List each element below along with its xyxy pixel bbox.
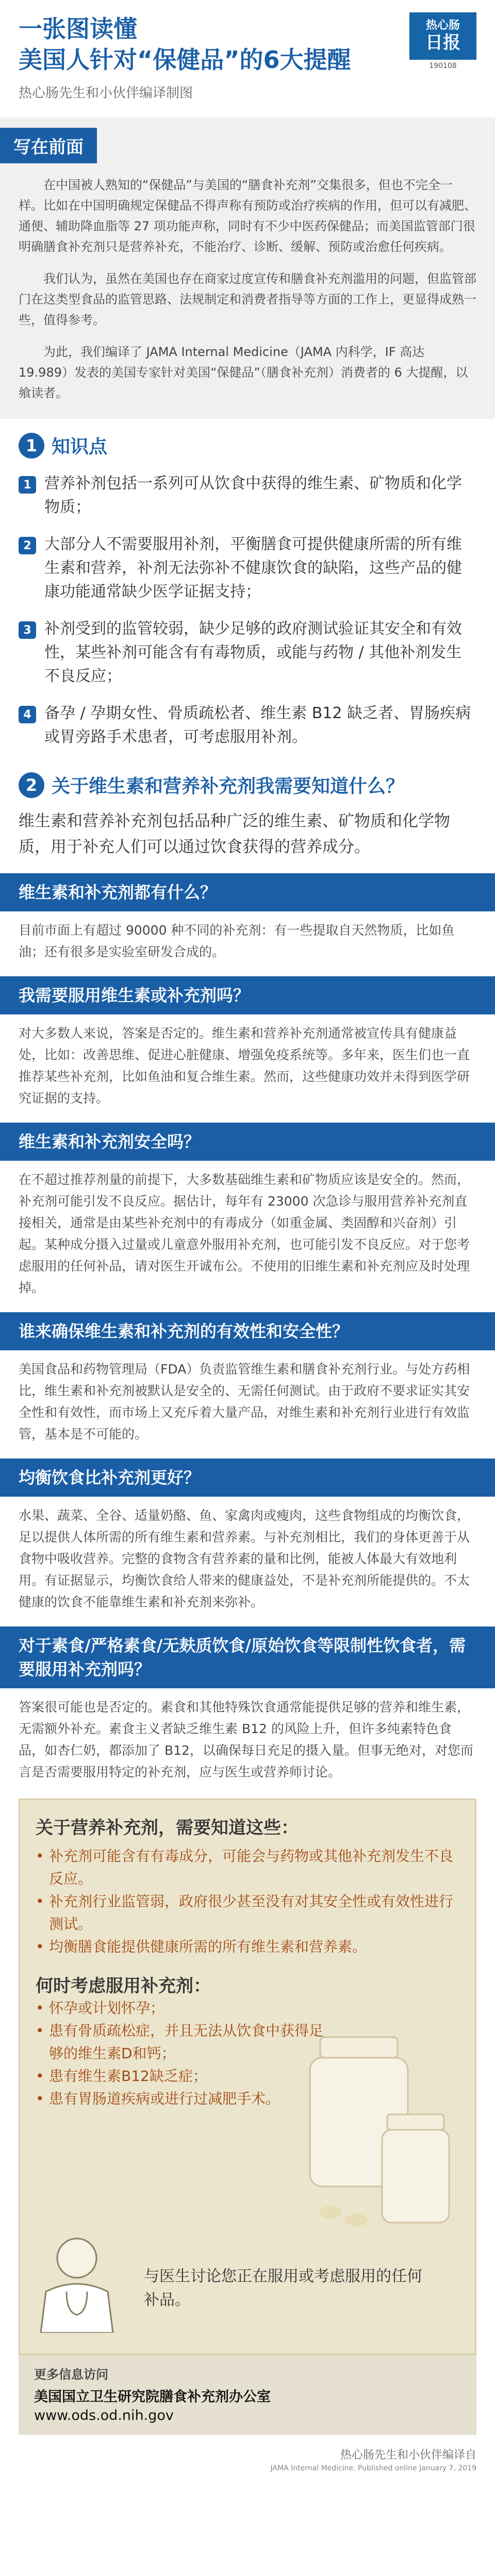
card-subtitle: 何时考虑服用补充剂： [36, 1976, 211, 1996]
title-line-1: 一张图读懂 [19, 15, 137, 43]
header-subtitle: 热心肠先生和小伙伴编译制图 [19, 86, 193, 101]
more-info-org: 美国国立卫生研究院膳食补充剂办公室 [34, 2389, 271, 2405]
section-intro: 维生素和营养补充剂包括品种广泛的维生素、矿物质和化学物质，用于补充人们可以通过饮食获得的营养成分。 [19, 812, 450, 856]
header [0, 0, 495, 117]
logo-main-text: 日报 [425, 32, 460, 53]
footer-credit: 热心肠先生和小伙伴编译自 [340, 2449, 476, 2462]
point-number: 3 [19, 621, 36, 639]
qa-answer: 美国食品和药物管理局（FDA）负责监管维生素和膳食补充剂行业。与处方药相比，维生素和补充剂被默认是安全的、无需任何测试。由于政府不要求证实其安全性和有效性，而市场上又充斥着大量产品，对维生素和补充剂行业进行有效监管，基本是不可能的。 [19, 1362, 470, 1442]
issue-date: 190108 [429, 62, 457, 70]
section-two-heading-wrap [0, 749, 495, 798]
logo-top-text: 热心肠 [425, 19, 460, 32]
doctor-icon [30, 2230, 123, 2333]
knowledge-heading [19, 432, 476, 459]
section-number-badge: 2 [19, 772, 44, 798]
foreword-paragraph: 为此，我们编译了 JAMA Internal Medicine（JAMA 内科学，IF 高达 19.989）发表的美国专家针对美国“保健品”（膳食补充剂）消费者的 6 大提醒，以飨读者。 [19, 345, 468, 400]
foreword-section [0, 117, 495, 419]
knowledge-section [0, 419, 495, 749]
card-case: • 患有骨质疏松症，并且无法从饮食中获得足够的维生素D和钙； [36, 2020, 324, 2065]
foreword-tag: 写在前面 [0, 128, 97, 163]
qa-question: 维生素和补充剂安全吗？ [0, 1123, 495, 1161]
qa-question: 谁来确保维生素和补充剂的有效性和安全性？ [0, 1312, 495, 1350]
card-facts-list [36, 1845, 459, 1958]
summary-card [19, 1799, 476, 2355]
section-title: 知识点 [52, 436, 108, 457]
qa-block [0, 1123, 495, 1299]
qa-answer: 答案很可能也是否定的。素食和其他特殊饮食通常能提供足够的营养和维生素，无需额外补充。素食主义者缺乏维生素 B12 的风险上升，但许多纯素特色食品，如杏仁奶，都添加了 B12，以确保每日充足的摄入量。但事无绝对，对您而言是否需要服用特定的补充剂，应与医生或营养师讨论。 [19, 1700, 473, 1780]
point-text: 大部分人不需要服用补剂，平衡膳食可提供健康所需的所有维生素和营养，补剂无法弥补不健康饮食的缺陷，这些产品的健康功能通常缺少医学证据支持； [44, 535, 462, 601]
section-title: 关于维生素和营养补充剂我需要知道什么？ [52, 776, 405, 797]
point-text: 营养补剂包括一系列可从饮食中获得的维生素、矿物质和化学物质； [44, 474, 462, 516]
foreword-paragraph: 我们认为，虽然在美国也存在商家过度宣传和膳食补充剂滥用的问题，但监管部门在这类型食品的监管思路、法规制定和消费者指导等方面的工作上，更显得成熟一些，值得参考。 [19, 272, 476, 327]
knowledge-point [19, 472, 476, 519]
qa-block [0, 1312, 495, 1445]
qa-answer: 水果、蔬菜、全谷、适量奶酪、鱼、家禽肉或瘦肉，这些食物组成的均衡饮食，足以提供人体所需的所有维生素和营养素。与补充剂相比，我们的身体更善于从食物中吸收营养。完整的食物含有营养素的量和比例，能被人体最大有效地利用。有证据显示，均衡饮食给人带来的健康益处，不是补充剂所能提供的。不太健康的饮食不能靠维生素和补充剂来弥补。 [19, 1508, 470, 1609]
card-fact: • 补充剂可能含有有毒成分，可能会与药物或其他补充剂发生不良反应。 [36, 1845, 459, 1890]
title-line-2: 美国人针对“保健品”的6大提醒 [19, 46, 351, 74]
qa-block [0, 873, 495, 963]
qa-block [0, 1626, 495, 1783]
foreword-paragraph: 在中国被人熟知的“保健品”与美国的“膳食补充剂”交集很多，但也不完全一样。比如在中国明确规定保健品不得声称有预防或治疗疾病的作用，但可以有减肥、通便、辅助降血脂等 27 项功能声称，同时有不少中医药保健品；而美国监管部门很明确膳食补充剂只是营养补充，不能治疗、诊断、缓解、预防或治愈任何疾病。 [19, 178, 476, 254]
knowledge-point [19, 533, 476, 604]
qa-answer: 对大多数人来说，答案是否定的。维生素和营养补充剂通常被宣传具有健康益处，比如：改善思维、促进心脏健康、增强免疫系统等。多年来，医生们也一直推荐某些补充剂，比如鱼油和复合维生素。然而，这些健康功效并未得到医学研究证据的支持。 [19, 1026, 470, 1106]
qa-answer: 在不超过推荐剂量的前提下，大多数基础维生素和矿物质应该是安全的。然而，补充剂可能引发不良反应。据估计，每年有 23000 次急诊与服用营养补充剂直接相关，通常是由某些补充剂中的有毒成分（如重金属、类固醇和兴奋剂）引起。某种成分摄入过量或儿童意外服用补充剂，也可能引发不良反应。对于您考虑服用的任何补品，请对医生开诚布公。不使用的旧维生素和补充剂应及时处理掉。 [19, 1172, 470, 1295]
more-info-box [19, 2355, 476, 2435]
page-title [19, 13, 476, 75]
qa-block [0, 976, 495, 1109]
brand-logo [409, 12, 476, 60]
point-text: 备孕 / 孕期女性、骨质疏松者、维生素 B12 缺乏者、胃肠疾病或胃旁路手术患者，可考虑服用补剂。 [44, 704, 471, 746]
section-number-badge: 1 [19, 433, 44, 459]
footer-source: JAMA Internal Medicine. Published online January 7, 2019 [270, 2464, 476, 2472]
qa-question: 我需要服用维生素或补充剂吗？ [0, 976, 495, 1014]
point-number: 2 [19, 537, 36, 554]
point-number: 1 [19, 476, 36, 494]
card-note: 与医生讨论您正在服用或考虑服用的任何补品。 [144, 2267, 422, 2309]
card-fact: • 补充剂行业监管弱，政府很少甚至没有对其安全性或有效性进行测试。 [36, 1890, 459, 1936]
card-fact: • 均衡膳食能提供健康所需的所有维生素和营养素。 [36, 1936, 459, 1958]
knowledge-point [19, 702, 476, 749]
knowledge-point [19, 617, 476, 688]
qa-answer: 目前市面上有超过 90000 种不同的补充剂：有一些提取自天然物质，比如鱼油；还有很多是实验室研发合成的。 [19, 923, 455, 959]
section-two-heading [19, 772, 476, 798]
qa-block [0, 1459, 495, 1613]
qa-question: 对于素食/严格素食/无麸质饮食/原始饮食等限制性饮食者，需要服用补充剂吗？ [0, 1626, 495, 1688]
card-case: • 患有胃肠道疾病或进行过减肥手术。 [36, 2088, 324, 2110]
more-info-link[interactable]: www.ods.od.nih.gov [34, 2408, 174, 2424]
card-title: 关于营养补充剂，需要知道这些： [36, 1818, 299, 1838]
qa-question: 维生素和补充剂都有什么？ [0, 873, 495, 911]
point-text: 补剂受到的监管较弱，缺少足够的政府测试验证其安全和有效性，某些补剂可能含有有毒物质，或能与药物 / 其他补剂发生不良反应； [44, 620, 462, 685]
point-number: 4 [19, 706, 36, 723]
footer [0, 2435, 495, 2472]
card-case: • 怀孕或计划怀孕； [36, 1997, 324, 2020]
qa-question: 均衡饮食比补充剂更好？ [0, 1459, 495, 1497]
card-case: • 患有维生素B12缺乏症； [36, 2065, 324, 2088]
more-info-title: 更多信息访问 [34, 2367, 108, 2382]
